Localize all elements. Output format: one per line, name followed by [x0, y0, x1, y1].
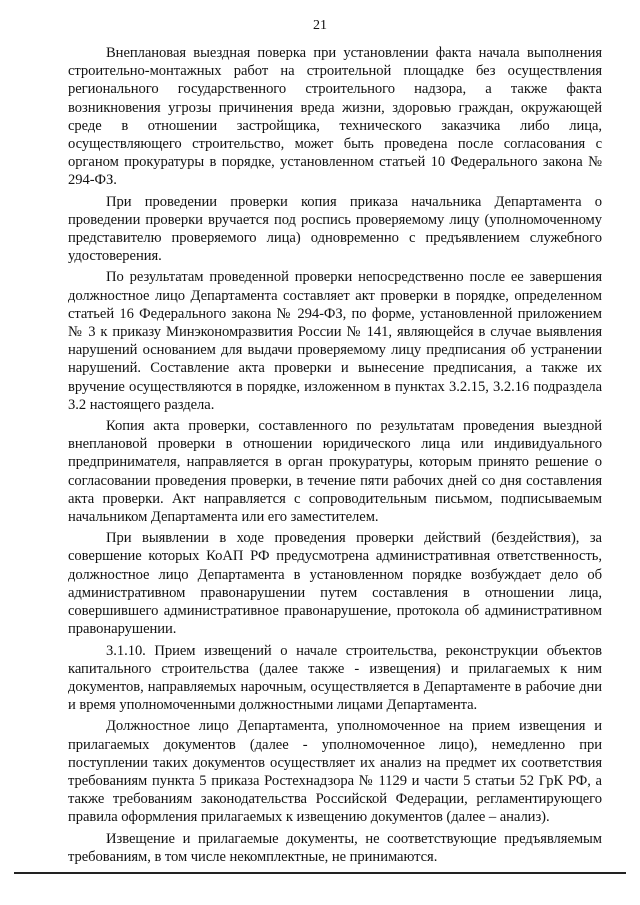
- paragraph-rejection: Извещение и прилагаемые документы, не соответствующие предъявляемым требованиям, в том числе некомплектные, не принимаются.: [68, 830, 602, 865]
- paragraph-inspection-order-copy: При проведении проверки копия приказа начальника Департамента о проведении проверки вручается под роспись проверяемому лицу (уполномоченному представителю проверяемого лица) одновременно с предъявлением служебного удостоверения.: [68, 193, 602, 265]
- paragraph-notices-reception: 3.1.10. Прием извещений о начале строительства, реконструкции объектов капитального строительства (далее также - извещения) и прилагаемых к ним документов, направляемых нарочным, осуществляется в Департаменте в рабочие дни и время уполномоченными должностными лицами Департамента.: [68, 642, 602, 714]
- paragraph-unscheduled-inspection: Внеплановая выездная поверка при установлении факта начала выполнения строительно-монтажных работ на строительной площадке без осуществления регионального государственного строительного надзора, а также факта возникновения угрозы причинения вреда жизни, здоровью граждан, окружающей среде в отношении застройщика, технического заказчика либо лица, осуществляющего строительство, может быть проведена после согласования с органом прокуратуры в порядке, установленном статьей 10 Федерального закона № 294-ФЗ.: [68, 45, 602, 189]
- bottom-divider: [14, 872, 626, 874]
- page-number: 21: [313, 18, 327, 33]
- paragraph-authorized-official: Должностное лицо Департамента, уполномоченное на прием извещения и прилагаемых документов (далее - уполномоченное лицо), немедленно при поступлении таких документов осуществляет их анализ на предмет их соответствия требованиям пункта 5 приказа Ростехнадзора № 1129 и части 5 статьи 52 ГрК РФ, а также требованиям законодательства Российской Федерации, регламентирующего правила оформления прилагаемых к извещению документов (далее – анализ).: [68, 718, 602, 826]
- paragraph-inspection-results: По результатам проведенной проверки непосредственно после ее завершения должностное лицо Департамента составляет акт проверки в порядке, определенном статьей 16 Федерального закона № 294-ФЗ, по форме, установленной приложением № 3 к приказу Минэкономразвития России № 141, являющейся в случае выявления нарушений основанием для выдачи проверяемому лицу предписания об устранении нарушений. Составление акта проверки и вынесение предписания, а также их вручение осуществляются в порядке, изложенном в пунктах 3.2.15, 3.2.16 подраздела 3.2 настоящего раздела.: [68, 269, 602, 413]
- paragraph-administrative-offense: При выявлении в ходе проведения проверки действий (бездействия), за совершение которых КоАП РФ предусмотрена административная ответственность, должностное лицо Департамента в установленном порядке возбуждает дело об административном правонарушении путем составления в отношении лица, совершившего административное правонарушение, протокола об административном правонарушении.: [68, 530, 602, 638]
- paragraph-act-copy: Копия акта проверки, составленного по результатам проведения выездной внеплановой проверки в отношении юридического лица или индивидуального предпринимателя, направляется в орган прокуратуры, которым принято решение о согласовании проведения проверки, в течение пяти рабочих дней со дня составления акта проверки. Акт направляется с сопроводительным письмом, подписываемым начальником Департамента или его заместителем.: [68, 418, 602, 526]
- document-body: [68, 44, 602, 869]
